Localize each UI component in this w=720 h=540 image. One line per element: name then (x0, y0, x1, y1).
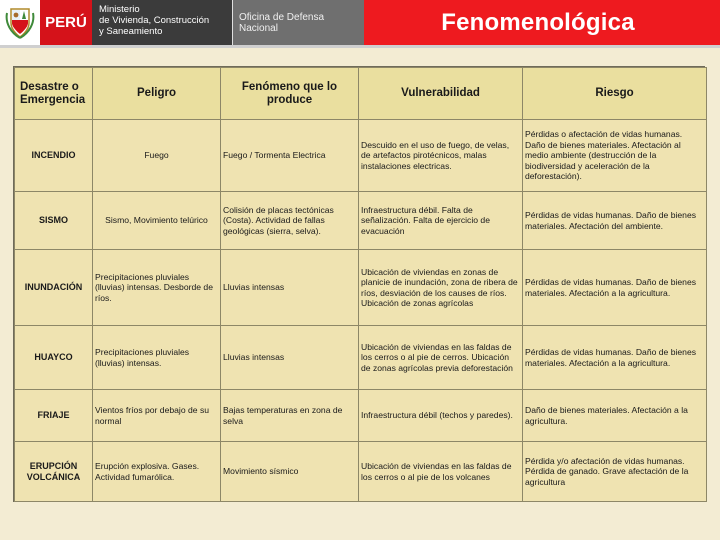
column-header-vulnerability: Vulnerabilidad (359, 68, 523, 120)
column-header-phenomenon: Fenómeno que lo produce (221, 68, 359, 120)
table-header-row (15, 68, 707, 120)
column-header-disaster: Desastre o Emergencia (15, 68, 93, 120)
cell-disaster: ERUPCIÓN VOLCÁNICA (15, 442, 93, 502)
cell-risk: Pérdidas de vidas humanas. Daño de bienes materiales. Afectación a la agricultura. (523, 326, 707, 390)
ministry-name (92, 0, 232, 45)
cell-hazard: Fuego (93, 120, 221, 192)
disaster-table (13, 66, 705, 502)
cell-disaster: INCENDIO (15, 120, 93, 192)
page-title: Fenomenológica (364, 0, 720, 45)
cell-risk: Pérdidas de vidas humanas. Daño de bienes materiales. Afectación del ambiente. (523, 192, 707, 250)
cell-risk: Pérdidas de vidas humanas. Daño de bienes materiales. Afectación a la agricultura. (523, 250, 707, 326)
cell-vulnerability: Ubicación de viviendas en zonas de planicie de inundación, zona de ribera de ríos, desviación de los causes de ríos. Ubicación de zonas agrícolas (359, 250, 523, 326)
cell-vulnerability: Ubicación de viviendas en las faldas de los cerros o al pie de los volcanes (359, 442, 523, 502)
cell-risk: Daño de bienes materiales. Afectación a la agricultura. (523, 390, 707, 442)
cell-phenomenon: Lluvias intensas (221, 326, 359, 390)
cell-phenomenon: Colisión de placas tectónicas (Costa). Actividad de fallas geológicas (sierra, selva). (221, 192, 359, 250)
ministry-line-2: de Vivienda, Construcción (99, 15, 210, 26)
cell-phenomenon: Lluvias intensas (221, 250, 359, 326)
cell-disaster: INUNDACIÓN (15, 250, 93, 326)
table-row (15, 442, 707, 502)
cell-risk: Pérdidas o afectación de vidas humanas. Daño de bienes materiales. Afectación al medio ambiente (destrucción de la biodiversidad y aceleración de la deforestación). (523, 120, 707, 192)
cell-phenomenon: Movimiento sísmico (221, 442, 359, 502)
cell-disaster: SISMO (15, 192, 93, 250)
column-header-risk: Riesgo (523, 68, 707, 120)
cell-phenomenon: Fuego / Tormenta Electrica (221, 120, 359, 192)
ministry-line-3: y Saneamiento (99, 26, 163, 37)
table-row (15, 120, 707, 192)
cell-hazard: Vientos fríos por debajo de su normal (93, 390, 221, 442)
cell-hazard: Precipitaciones pluviales (lluvias) intensas. (93, 326, 221, 390)
column-header-hazard: Peligro (93, 68, 221, 120)
cell-disaster: HUAYCO (15, 326, 93, 390)
cell-vulnerability: Infraestructura débil (techos y paredes). (359, 390, 523, 442)
ministry-line-1: Ministerio (99, 4, 140, 15)
cell-hazard: Erupción explosiva. Gases. Actividad fumarólica. (93, 442, 221, 502)
cell-vulnerability: Descuido en el uso de fuego, de velas, de artefactos pirotécnicos, malas instalaciones electricas. (359, 120, 523, 192)
cell-phenomenon: Bajas temperaturas en zona de selva (221, 390, 359, 442)
cell-vulnerability: Ubicación de viviendas en las faldas de los cerros o al pie de cerros. Ubicación de zonas agrícolas previa deforestación (359, 326, 523, 390)
cell-disaster: FRIAJE (15, 390, 93, 442)
table-row (15, 390, 707, 442)
header-bar (0, 0, 720, 45)
coat-of-arms-icon (0, 0, 40, 45)
table-row (15, 250, 707, 326)
office-name: Oficina de Defensa Nacional (232, 0, 364, 45)
table-row (15, 326, 707, 390)
cell-vulnerability: Infraestructura débil. Falta de señalización. Falta de ejercicio de evacuación (359, 192, 523, 250)
cell-hazard: Sismo, Movimiento telúrico (93, 192, 221, 250)
country-label: PERÚ (40, 0, 92, 45)
table-row (15, 192, 707, 250)
header-divider (0, 45, 720, 48)
cell-hazard: Precipitaciones pluviales (lluvias) intensas. Desborde de ríos. (93, 250, 221, 326)
cell-risk: Pérdida y/o afectación de vidas humanas. Pérdida de ganado. Grave afectación de la agricultura (523, 442, 707, 502)
